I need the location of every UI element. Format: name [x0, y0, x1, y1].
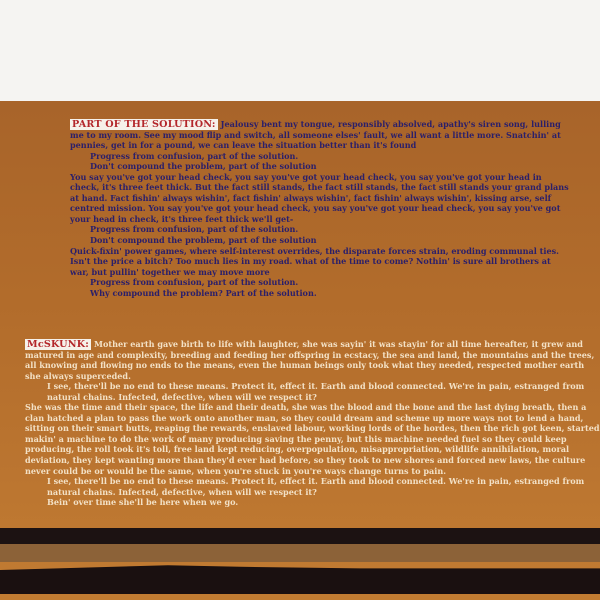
lyric-line [70, 246, 569, 257]
lyric-line [70, 235, 569, 246]
lyric-line [25, 339, 600, 350]
lyric-text: Progress from confusion, part of the solution. [90, 277, 299, 288]
lyric-line [25, 402, 600, 413]
blank-page-margin [0, 0, 600, 102]
lyric-line [70, 119, 569, 130]
lyric-text: Isn't the price a bitch? Too much lies in my road. what of the time to come? Nothin' is sure all brothers at [70, 256, 551, 267]
decorative-band [0, 544, 600, 562]
lyric-line [70, 214, 569, 225]
lyric-text: pennies, get in for a pound, we can leave the situation better than it's found [70, 140, 417, 151]
lyrics-mcskunk [25, 339, 600, 508]
lyric-line [70, 224, 569, 235]
lyric-line [70, 161, 569, 172]
lyric-line [70, 140, 569, 151]
lyric-text: centred mission. You say you've got your head check, you say you've got your head check, you say you've got [70, 203, 561, 214]
lyric-text: matured in age and complexity, breeding and feeding her offspring in ecstacy, the sea and land, the mountains and the trees, [25, 349, 595, 360]
lyric-text: natural chains. Infected, defective, when will we respect it? [47, 391, 317, 402]
lyric-text: She was the time and their space, the life and their death, she was the blood and the bone and the last dying breath, then a [25, 402, 587, 413]
lyric-line [70, 288, 569, 299]
section-label: PART OF THE SOLUTION: [72, 119, 216, 130]
lyric-text: at hand. Fact fishin' always wishin', fact fishin' always wishin', fact fishin' always wishin', kissing arse, self [70, 192, 552, 203]
lyric-line [70, 277, 569, 288]
lyric-line [70, 151, 569, 162]
lyric-text: Jealousy bent my tongue, responsibly absolved, apathy's siren song, lulling [220, 119, 561, 129]
lyric-text: war, but pullin' together we may move more [70, 266, 270, 277]
lyric-text: she always superceded. [25, 370, 131, 381]
lyric-text: Progress from confusion, part of the solution. [90, 224, 299, 235]
lyric-text: You say you've got your head check, you say you've got your head check, you say you've got your head in [70, 171, 542, 182]
lyric-line [25, 487, 600, 498]
lyric-text: your head in check, it's three feet thick we'll get- [70, 213, 294, 224]
lyric-line [25, 455, 600, 466]
lyric-line [25, 371, 600, 382]
lyric-line [25, 434, 600, 445]
lyric-text: producing, the roll took it's toll, free land kept reducing, overpopulation, misappropriation, wildlife annihilation, moral [25, 444, 570, 455]
lyric-text: check, it's three feet thick. But the fact still stands, the fact still stands, the fact still stands your grand plans [70, 182, 569, 193]
lyric-line [25, 466, 600, 477]
lyric-text: makin' a machine to do the work of many producing saving the penny, but this machine needed fuel so they could keep [25, 433, 567, 444]
lyric-line [70, 256, 569, 267]
lyric-line [25, 392, 600, 403]
lyric-text: natural chains. Infected, defective, when will we respect it? [47, 486, 317, 497]
lyrics-part-of-the-solution [70, 119, 569, 298]
lyric-text: sitting on their smart butts, reaping the rewards, enslaved labour, working lords of the hordes, then the rich got keen, started [25, 423, 600, 434]
lyric-text: Quick-fixin' power games, where self-interest overrides, the disparate forces strain, eroding communal ties. [70, 245, 560, 256]
lyric-text: clan hatched a plan to pass the work onto another man, so they could dream and scheme up more ways not to lend a hand, [25, 412, 584, 423]
lyric-text: Don't compound the problem, part of the solution [90, 161, 317, 172]
lyric-line [25, 423, 600, 434]
lyric-line [70, 172, 569, 183]
section-label: McSKUNK: [27, 339, 90, 350]
lyric-text: I see, there'll be no end to these means. Protect it, effect it. Earth and blood connected. We're in pain, estranged from [47, 381, 585, 392]
lyric-line [25, 360, 600, 371]
lyric-text: never could be or would be the same, when you're stuck in you're ways change turns to pain. [25, 465, 447, 476]
lyric-text: Don't compound the problem, part of the solution [90, 235, 317, 246]
lyric-line [25, 476, 600, 487]
lyric-text: Mother earth gave birth to life with laughter, she was sayin' it was stayin' for all time hereafter, it grew and [94, 339, 583, 349]
lyric-line [70, 267, 569, 278]
lyric-line [25, 497, 600, 508]
lyric-line [25, 381, 600, 392]
lyric-text: Progress from confusion, part of the solution. [90, 150, 299, 161]
lyric-line [70, 193, 569, 204]
lyric-line [70, 182, 569, 193]
lyric-text: Bein' over time she'll be here when we go. [47, 497, 239, 508]
lyric-text: all knowing and flowing no ends to the means, even the human beings only took what they needed, respected mother earth [25, 360, 585, 371]
lyric-line [25, 413, 600, 424]
lyric-line [25, 444, 600, 455]
lyric-text: I see, there'll be no end to these means. Protect it, effect it. Earth and blood connected. We're in pain, estranged from [47, 476, 585, 487]
lyric-text: me to my room. See my mood flip and switch, all someone elses' fault, we all want a little more. Snatchin' at [70, 129, 561, 140]
lyric-line [25, 350, 600, 361]
lyric-text: deviation, they kept wanting more than they'd ever had before, so they took to new shores and forced new laws, the culture [25, 455, 586, 466]
lyric-line [70, 130, 569, 141]
decorative-band [0, 528, 600, 544]
lyric-text: Why compound the problem? Part of the solution. [90, 287, 317, 298]
lyric-line [70, 203, 569, 214]
